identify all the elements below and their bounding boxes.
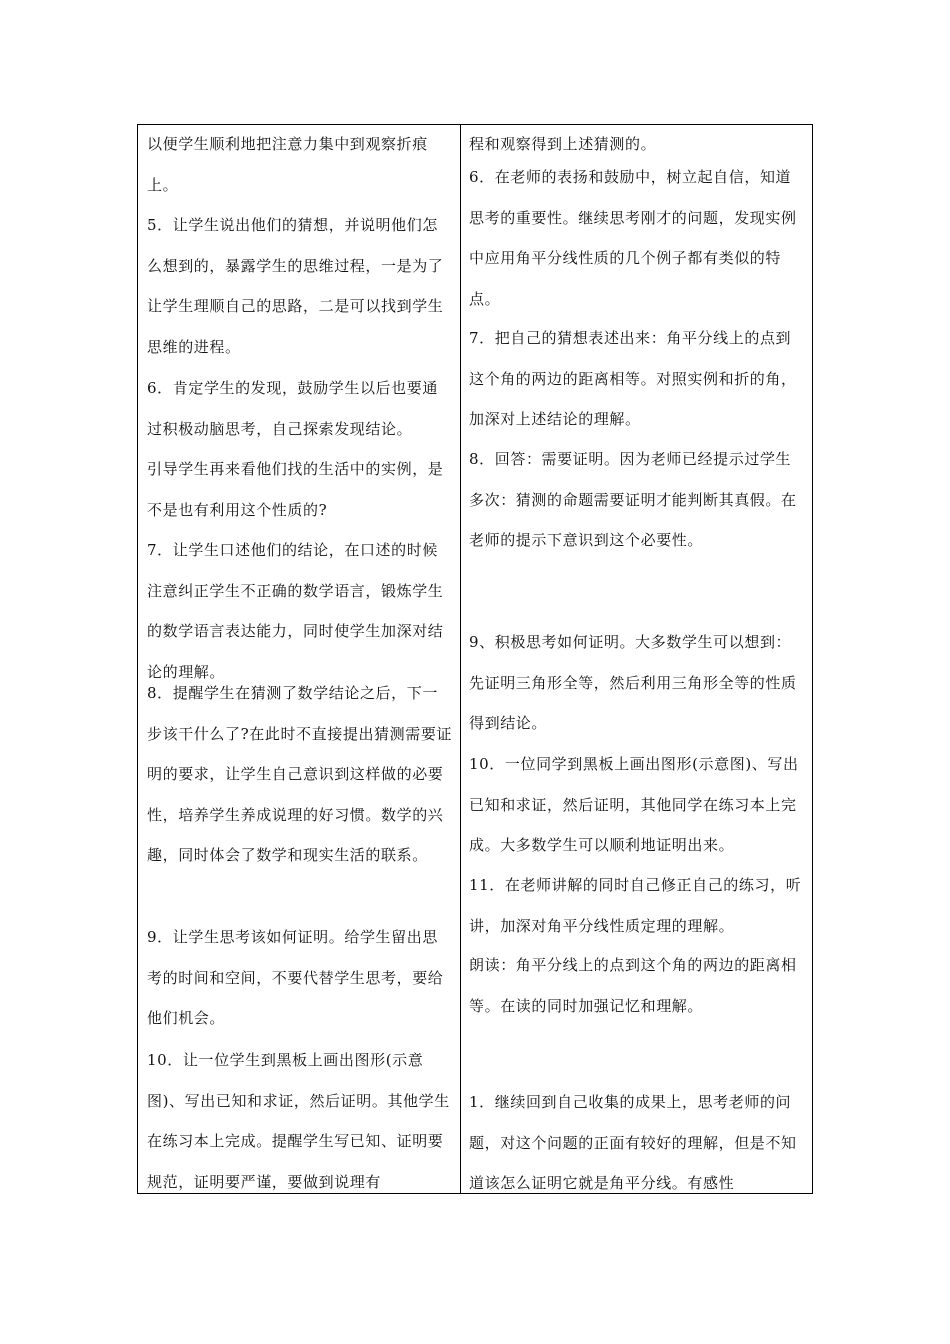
teacher-activity-column (138, 125, 461, 1193)
left-paragraph-5: 7．让学生口述他们的结论，在口述的时候注意纠正学生不正确的数学语言，锻炼学生的数学语言表达能力，同时使学生加深对结论的理解。 (147, 541, 444, 681)
left-paragraph-6: 8．提醒学生在猜测了数学结论之后，下一步该干什么了?在此时不直接提出猜测需要证明的要求，让学生自己意识到这样做的必要性，培养学生养成说理的好习惯。数学的兴趣，同时体会了数学和现实生活的联系。 (147, 684, 453, 864)
lesson-plan-table (137, 124, 813, 1194)
right-paragraph-9: 1．继续回到自己收集的成果上，思考老师的问题，对这个问题的正面有较好的理解，但是不知道该怎么证明它就是角平分线。有感性 (469, 1093, 797, 1192)
right-paragraph-8: 朗读：角平分线上的点到这个角的两边的距离相等。在读的同时加强记忆和理解。 (469, 956, 797, 1015)
right-paragraph-3: 7．把自己的猜想表述出来：角平分线上的点到这个角的两边的距离相等。对照实例和折的角，加深对上述结论的理解。 (469, 329, 797, 428)
student-activity-column (461, 125, 812, 1193)
right-paragraph-6: 10．一位同学到黑板上画出图形(示意图)、写出已知和求证，然后证明，其他同学在练习本上完成。大多数学生可以顺利地证明出来。 (469, 755, 799, 854)
left-paragraph-8: 10．让一位学生到黑板上画出图形(示意图)、写出已知和求证，然后证明。其他学生在练习本上完成。提醒学生写已知、证明要规范，证明要严谨，要做到说理有 (147, 1051, 450, 1191)
right-paragraph-5: 9、积极思考如何证明。大多数学生可以想到：先证明三角形全等，然后利用三角形全等的性质得到结论。 (469, 633, 797, 732)
left-paragraph-7: 9．让学生思考该如何证明。给学生留出思考的时间和空间，不要代替学生思考，要给他们机会。 (147, 928, 444, 1027)
left-paragraph-4: 引导学生再来看他们找的生活中的实例，是不是也有利用这个性质的? (147, 460, 444, 519)
left-paragraph-2: 5．让学生说出他们的猜想，并说明他们怎么想到的，暴露学生的思维过程，一是为了让学生理顺自己的思路，二是可以找到学生思维的进程。 (147, 216, 444, 356)
right-paragraph-1: 程和观察得到上述猜测的。 (469, 135, 657, 153)
right-paragraph-4: 8．回答：需要证明。因为老师已经提示过学生多次：猜测的命题需要证明才能判断其真假。在老师的提示下意识到这个必要性。 (469, 450, 797, 549)
right-paragraph-2: 6．在老师的表扬和鼓励中，树立起自信，知道思考的重要性。继续思考刚才的问题，发现实例中应用角平分线性质的几个例子都有类似的特点。 (469, 168, 797, 308)
left-paragraph-3: 6．肯定学生的发现，鼓励学生以后也要通过积极动脑思考，自己探索发现结论。 (147, 379, 438, 438)
right-paragraph-7: 11．在老师讲解的同时自己修正自己的练习，听讲，加深对角平分线性质定理的理解。 (469, 876, 802, 935)
left-paragraph-1: 以便学生顺利地把注意力集中到观察折痕上。 (147, 135, 428, 194)
